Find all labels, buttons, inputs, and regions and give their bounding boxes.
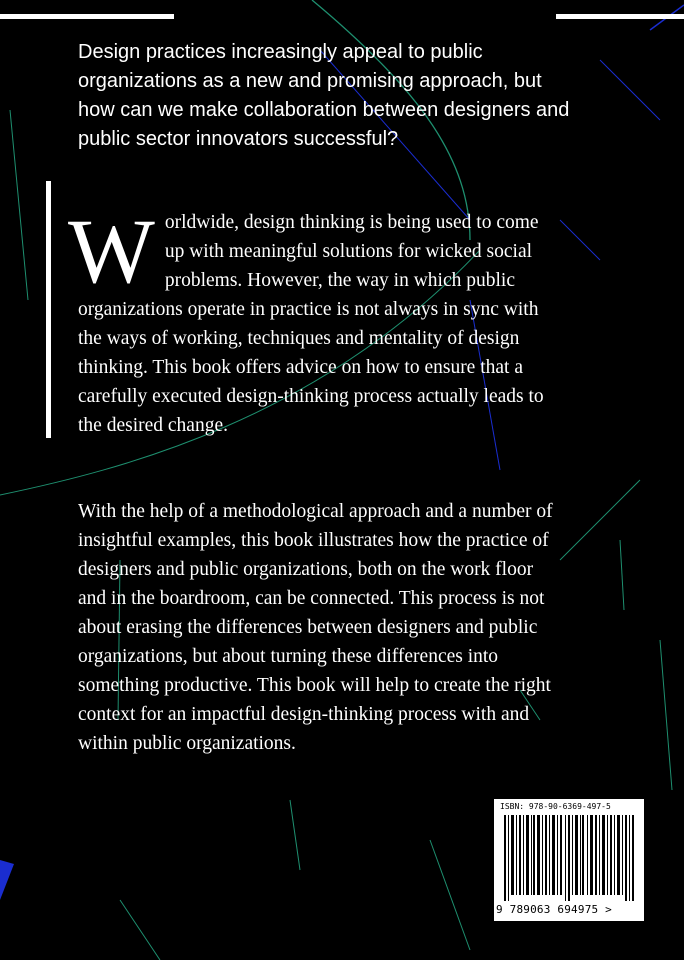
top-rule-left [0,14,174,19]
isbn-label: ISBN: 978-90-6369-497-5 [500,802,611,811]
paragraph-1-text: orldwide, design thinking is being used to come up with meaningful solutions for wicked social problems. However, the way in which public organizations operate in practice is not always in sync with the ways of working, techniques and mentality of design thinking. This book offers advice on how to ensure that a carefully executed design-thinking process actually leads to the desired change. [78,212,544,436]
barcode-digits: 9 789063 694975 > [496,903,612,916]
paragraph-1 [68,200,560,440]
barcode [493,798,645,922]
paragraph-2: With the help of a methodological approach and a number of insightful examples, this book illustrates how the practice of designers and public organizations, both on the work floor and in the boardroom, can be connected. This process is not about erasing the differences between designers and public organizations, but about turning these differences into something productive. This book will help to create the right context for an impactful design-thinking process with and within public organizations. [78,501,553,754]
drop-cap: W [68,200,155,302]
top-rule-right [556,14,684,19]
intro-text: Design practices increasingly appeal to public organizations as a new and promising approach, but how can we make collaboration between designers and public sector innovators successful? [78,41,570,150]
vertical-accent-bar [46,181,51,438]
barcode-bars [504,815,634,901]
